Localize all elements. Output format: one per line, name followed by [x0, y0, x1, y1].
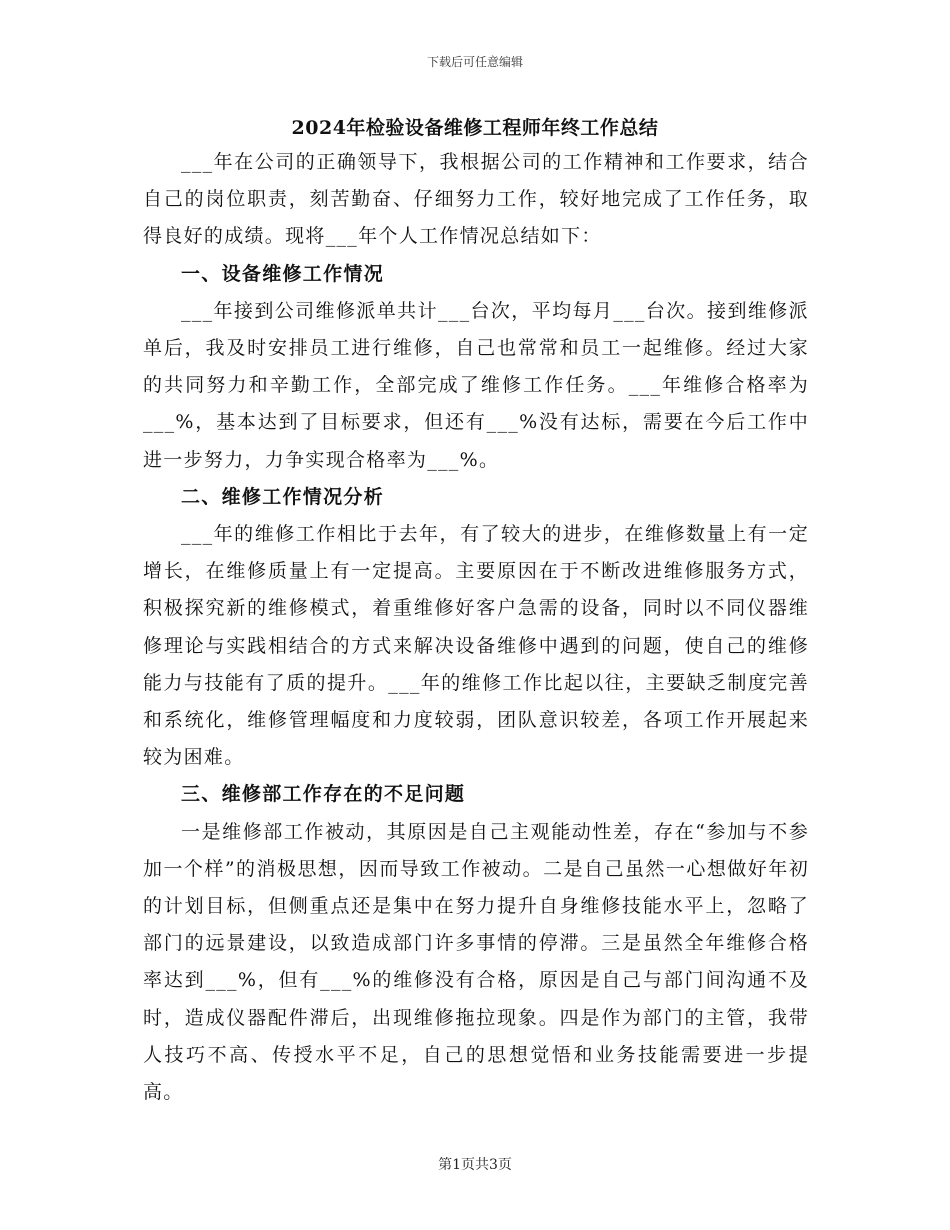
section-heading-2: 二、维修工作情况分析: [181, 485, 385, 508]
section-3-paragraph: 一是维修部工作被动，其原因是自己主观能动性差，存在“参加与不参加一个样”的消极思想，因而导致工作被动。二是自己虽然一心想做好年初的计划目标，但侧重点还是集中在努力提升自身维修技能水平上，忽略了部门的远景建设，以致造成部门许多事情的停滞。三是虽然全年维修合格率达到___%，但有___%的维修没有合格，原因是自己与部门间沟通不及时，造成仪器配件滞后，出现维修拖拉现象。四是作为部门的主管，我带人技巧不高、传授水平不足，自己的思想觉悟和业务技能需要进一步提高。: [143, 820, 809, 1104]
section-heading-1: 一、设备维修工作情况: [181, 262, 385, 285]
section-1-paragraph: ___年接到公司维修派单共计___台次，平均每月___台次。接到维修派单后，我及时安排员工进行维修，自己也常常和员工一起维修。经过大家的共同努力和辛勤工作，全部完成了维修工作任务。___年维修合格率为___%，基本达到了目标要求，但还有___%没有达标，需要在今后工作中进一步努力，力争实现合格率为___%。: [143, 299, 809, 471]
section-2-paragraph: ___年的维修工作相比于去年，有了较大的进步，在维修数量上有一定增长，在维修质量上有一定提高。主要原因在于不断改进维修服务方式，积极探究新的维修模式，着重维修好客户急需的设备，同时以不同仪器维修理论与实践相结合的方式来解决设备维修中遇到的问题，使自己的维修能力与技能有了质的提升。___年的维修工作比起以往，主要缺乏制度完善和系统化，维修管理幅度和力度较弱，团队意识较差，各项工作开展起来较为困难。: [143, 523, 809, 769]
section-heading-3: 三、维修部工作存在的不足问题: [181, 783, 466, 806]
intro-paragraph: ___年在公司的正确领导下，我根据公司的工作精神和工作要求，结合自己的岗位职责，刻苦勤奋、仔细努力工作，较好地完成了工作任务，取得良好的成绩。现将___年个人工作情况总结如下：: [143, 151, 809, 248]
document-body: [143, 144, 809, 1111]
page-number: 第1页共3页: [438, 1157, 512, 1173]
document-title: 2024年检验设备维修工程师年终工作总结: [291, 117, 659, 139]
header-note: 下载后可任意编辑: [426, 55, 523, 69]
